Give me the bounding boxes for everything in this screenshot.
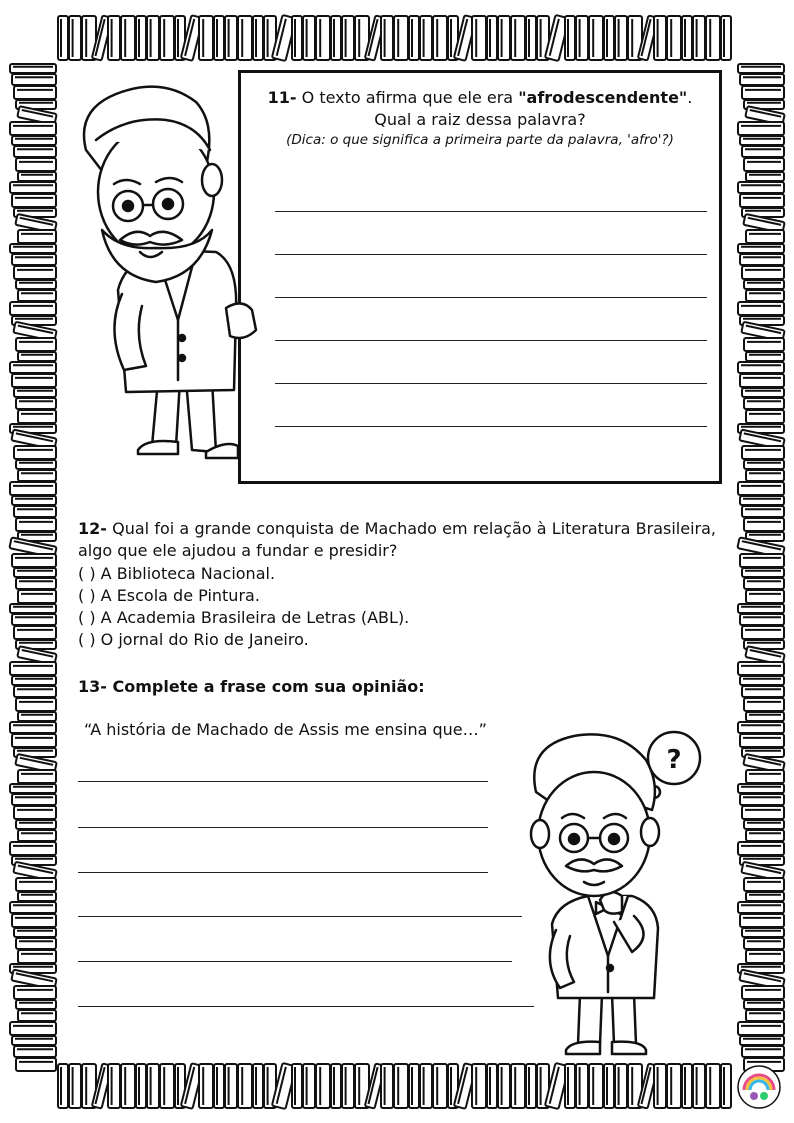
border-book — [16, 280, 56, 289]
border-book — [740, 136, 784, 145]
border-book — [10, 842, 56, 855]
border-book — [18, 172, 56, 181]
border-book — [12, 74, 56, 85]
border-book — [744, 338, 784, 351]
border-book — [740, 614, 784, 625]
border-book — [746, 172, 784, 181]
border-book — [742, 806, 784, 819]
border-book — [738, 482, 784, 495]
border-book — [16, 158, 56, 171]
option-jornal[interactable]: ( ) O jornal do Rio de Janeiro. — [78, 630, 309, 649]
border-book — [742, 86, 784, 99]
border-book — [472, 16, 486, 60]
border-book — [693, 16, 705, 60]
border-book — [526, 1064, 536, 1108]
border-book — [746, 1010, 784, 1021]
border-book — [331, 16, 341, 60]
answer-line[interactable] — [275, 383, 707, 384]
option-academia[interactable]: ( ) A Academia Brasileira de Letras (ABL). — [78, 608, 410, 627]
border-book — [14, 86, 56, 99]
border-book — [738, 64, 784, 73]
border-book — [738, 784, 784, 793]
border-book — [10, 362, 56, 373]
border-book — [147, 1064, 159, 1108]
border-book — [394, 1064, 408, 1108]
border-book — [409, 16, 419, 60]
border-book — [12, 254, 56, 265]
border-book — [742, 928, 784, 937]
border-book — [394, 16, 408, 60]
border-book — [511, 16, 525, 60]
border-book — [511, 1064, 525, 1108]
border-book — [12, 1036, 56, 1045]
border-book — [420, 1064, 432, 1108]
border-book — [420, 16, 432, 60]
border-book — [18, 892, 56, 901]
border-book — [604, 1064, 614, 1108]
border-book — [487, 16, 497, 60]
border-book — [69, 16, 81, 60]
answer-line[interactable] — [275, 426, 707, 427]
border-book — [16, 938, 56, 949]
border-book — [746, 950, 784, 963]
border-book — [10, 182, 56, 193]
border-book — [740, 554, 784, 567]
border-book — [738, 662, 784, 675]
border-book — [136, 1064, 146, 1108]
border-book — [14, 388, 56, 397]
border-book — [10, 302, 56, 315]
border-book — [381, 16, 393, 60]
border-book — [160, 16, 174, 60]
border-book — [742, 568, 784, 577]
question-11-prompt: 11- O texto afirma que ele era "afrodescendente". Qual a raiz dessa palavra? (Dica: o que significa a primeira parte da palavra, 'afro'?) — [241, 87, 719, 149]
border-book — [589, 16, 603, 60]
border-book — [303, 16, 315, 60]
border-book — [744, 878, 784, 891]
border-book — [740, 496, 784, 505]
answer-line[interactable] — [275, 211, 707, 212]
border-book — [14, 446, 56, 459]
border-book — [238, 1064, 252, 1108]
border-book — [744, 578, 784, 589]
border-book — [18, 1010, 56, 1021]
border-book — [746, 352, 784, 361]
border-book — [746, 470, 784, 481]
border-book — [136, 16, 146, 60]
border-book — [12, 914, 56, 927]
border-book — [199, 16, 213, 60]
writing-line[interactable] — [78, 872, 488, 873]
border-book — [14, 928, 56, 937]
border-book — [740, 254, 784, 265]
border-book — [744, 518, 784, 531]
border-book — [18, 470, 56, 481]
border-book — [746, 712, 784, 721]
border-book — [576, 16, 588, 60]
border-book — [744, 938, 784, 949]
border-book — [58, 1064, 68, 1108]
border-book — [12, 794, 56, 805]
border-book — [604, 16, 614, 60]
border-book — [12, 194, 56, 207]
border-book — [742, 266, 784, 279]
border-book — [16, 398, 56, 409]
border-book — [18, 590, 56, 603]
answer-line[interactable] — [275, 254, 707, 255]
machado-peeking-illustration — [66, 80, 262, 466]
border-book — [738, 122, 784, 135]
border-book — [147, 16, 159, 60]
border-book — [654, 16, 666, 60]
border-book — [738, 302, 784, 315]
border-book — [12, 136, 56, 145]
machado-thinking-illustration — [504, 726, 738, 1062]
border-book — [742, 1046, 784, 1057]
question-13-number: 13- — [78, 677, 107, 696]
border-book — [303, 1064, 315, 1108]
question-11-number: 11- — [267, 88, 297, 107]
border-book — [693, 1064, 705, 1108]
border-book — [160, 1064, 174, 1108]
question-12-number: 12- — [78, 519, 107, 538]
option-escola[interactable]: ( ) A Escola de Pintura. — [78, 586, 260, 605]
border-book — [742, 388, 784, 397]
border-book — [742, 686, 784, 697]
border-book — [18, 712, 56, 721]
border-book — [740, 734, 784, 747]
border-book — [16, 878, 56, 891]
border-book — [744, 398, 784, 409]
border-book — [14, 806, 56, 819]
question-11-hint: (Dica: o que significa a primeira parte da palavra, 'afro'?) — [286, 132, 674, 148]
border-book — [14, 686, 56, 697]
border-book — [738, 182, 784, 193]
border-book — [342, 16, 354, 60]
border-book — [565, 1064, 575, 1108]
border-book — [14, 506, 56, 517]
border-book — [18, 410, 56, 423]
border-book — [498, 1064, 510, 1108]
border-book — [746, 770, 784, 783]
border-book — [12, 614, 56, 625]
border-book — [10, 64, 56, 73]
border-book — [121, 16, 135, 60]
border-book — [746, 410, 784, 423]
border-book — [740, 794, 784, 805]
border-book — [342, 1064, 354, 1108]
thought-bubble-question-mark: ? — [666, 745, 682, 775]
border-book — [16, 460, 56, 469]
border-book — [742, 146, 784, 157]
border-book — [10, 722, 56, 733]
border-book — [292, 16, 302, 60]
border-book — [615, 1064, 627, 1108]
border-book — [16, 518, 56, 531]
border-book — [682, 1064, 692, 1108]
border-book — [409, 1064, 419, 1108]
border-book — [744, 820, 784, 829]
border-book — [498, 16, 510, 60]
border-book — [740, 74, 784, 85]
border-book — [615, 16, 627, 60]
border-book — [16, 338, 56, 351]
border-book — [10, 482, 56, 495]
border-book — [10, 784, 56, 793]
border-book — [740, 914, 784, 927]
border-book — [744, 158, 784, 171]
border-book — [18, 230, 56, 243]
border-book — [14, 986, 56, 999]
border-book — [14, 1046, 56, 1057]
question-11-line2: Qual a raiz dessa palavra? — [374, 110, 586, 129]
border-book — [472, 1064, 486, 1108]
border-book — [16, 1000, 56, 1009]
border-book — [108, 1064, 120, 1108]
border-book — [433, 1064, 447, 1108]
border-book — [12, 676, 56, 685]
border-book — [744, 460, 784, 469]
border-book — [12, 374, 56, 387]
border-book — [12, 496, 56, 505]
border-book — [742, 446, 784, 459]
border-book — [10, 122, 56, 135]
writing-line[interactable] — [78, 916, 522, 917]
border-book — [738, 244, 784, 253]
border-book — [292, 1064, 302, 1108]
border-book — [738, 722, 784, 733]
border-book — [18, 830, 56, 841]
border-book — [10, 902, 56, 913]
question-13-prompt: 13- Complete a frase com sua opinião: — [78, 677, 425, 696]
border-book — [667, 1064, 681, 1108]
border-book — [721, 1064, 731, 1108]
border-book — [740, 374, 784, 387]
writing-line[interactable] — [78, 1006, 534, 1007]
writing-line[interactable] — [78, 827, 488, 828]
border-book — [121, 1064, 135, 1108]
border-book — [744, 280, 784, 289]
border-book — [706, 16, 720, 60]
border-book — [565, 16, 575, 60]
border-book — [746, 290, 784, 301]
border-book — [14, 626, 56, 639]
border-book — [10, 604, 56, 613]
border-book — [225, 1064, 237, 1108]
border-book — [12, 554, 56, 567]
border-book — [10, 1022, 56, 1035]
question-11-keyword: "afrodescendente" — [518, 88, 688, 107]
border-book — [18, 290, 56, 301]
border-book — [12, 734, 56, 747]
border-book — [225, 16, 237, 60]
border-book — [738, 902, 784, 913]
question-13-quote: “A história de Machado de Assis me ensina que…” — [84, 720, 487, 739]
border-book — [58, 16, 68, 60]
border-book — [738, 362, 784, 373]
answer-line[interactable] — [275, 340, 707, 341]
border-book — [654, 1064, 666, 1108]
border-book — [199, 1064, 213, 1108]
border-book — [738, 604, 784, 613]
border-book — [18, 770, 56, 783]
border-book — [214, 16, 224, 60]
border-book — [487, 1064, 497, 1108]
border-book — [316, 1064, 330, 1108]
border-book — [16, 1058, 56, 1071]
border-book — [238, 16, 252, 60]
border-book — [576, 1064, 588, 1108]
border-book — [740, 676, 784, 685]
border-book — [589, 1064, 603, 1108]
border-book — [16, 698, 56, 711]
border-book — [682, 16, 692, 60]
border-book — [16, 820, 56, 829]
border-book — [526, 16, 536, 60]
border-book — [738, 842, 784, 855]
border-book — [738, 1022, 784, 1035]
border-book — [14, 568, 56, 577]
border-book — [14, 266, 56, 279]
border-book — [742, 506, 784, 517]
border-book — [69, 1064, 81, 1108]
border-book — [10, 662, 56, 675]
border-book — [742, 986, 784, 999]
border-book — [18, 352, 56, 361]
border-book — [331, 1064, 341, 1108]
border-book — [667, 16, 681, 60]
border-book — [746, 230, 784, 243]
border-book — [10, 244, 56, 253]
border-book — [253, 1064, 263, 1108]
border-book — [746, 590, 784, 603]
border-book — [214, 1064, 224, 1108]
border-book — [381, 1064, 393, 1108]
writing-line[interactable] — [78, 961, 512, 962]
border-book — [16, 578, 56, 589]
border-book — [740, 1036, 784, 1045]
border-book — [253, 16, 263, 60]
border-book — [108, 16, 120, 60]
question-12-prompt: 12- Qual foi a grande conquista de Machado em relação à Literatura Brasileira, algo que ele ajudou a fundar e presidir? — [78, 519, 716, 560]
border-book — [433, 16, 447, 60]
option-biblioteca[interactable]: ( ) A Biblioteca Nacional. — [78, 564, 276, 583]
border-book — [721, 16, 731, 60]
border-book — [742, 626, 784, 639]
border-book — [706, 1064, 720, 1108]
border-book — [746, 830, 784, 841]
question-11-box — [238, 70, 722, 484]
border-book — [746, 892, 784, 901]
border-book — [744, 698, 784, 711]
publisher-logo-icon — [736, 1064, 782, 1110]
border-book — [14, 146, 56, 157]
border-book — [744, 1000, 784, 1009]
border-book — [18, 950, 56, 963]
border-book — [740, 194, 784, 207]
border-book — [316, 16, 330, 60]
answer-line[interactable] — [275, 297, 707, 298]
writing-line[interactable] — [78, 781, 488, 782]
